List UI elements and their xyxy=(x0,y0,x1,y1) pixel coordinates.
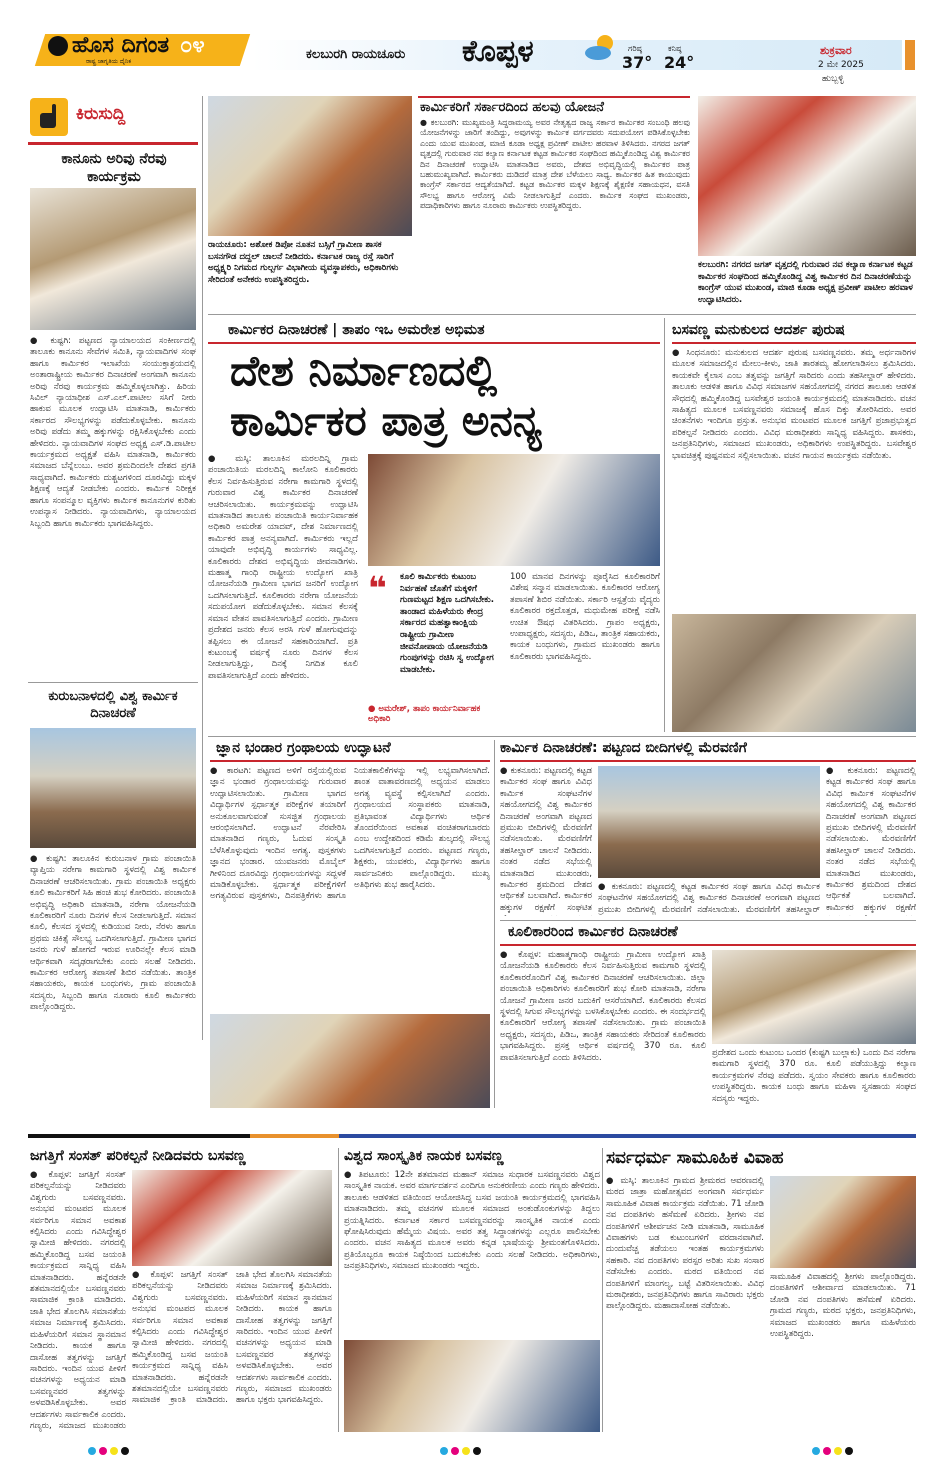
schemes-title: ಕಾರ್ಮಿಕರಿಗೆ ಸರ್ಕಾರದಿಂದ ಹಲವು ಯೋಜನೆ xyxy=(420,100,604,115)
library-title: ಜ್ಞಾನ ಭಂಡಾರ ಗ್ರಂಥಾಲಯ ಉದ್ಘಾಟನೆ xyxy=(216,740,391,756)
publish-place: ಹುಬ್ಬಳ್ಳಿ xyxy=(822,74,844,84)
lead-headline-1: ದೇಶ ನಿರ್ಮಾಣದಲ್ಲಿ xyxy=(230,346,498,395)
basavanna-body: ● ಸಿಂಧನೂರು: ಮನುಕುಲದ ಆದರ್ಶ ಪುರುಷ ಬಸವಣ್ಣನವರು. ತಮ್ಮ ಅರ್ಧನಾರಿಗಳ ಮೂಲಕ ಸಮಾಜದಲ್ಲಿನ ಮೇಲು-ಕೀಳು, ಜಾತಿ ತಾರತಮ್ಯ ಹೋಗಲಾಡಿಸಲು ಶ್ರಮಿಸಿದರು. ಕಾಯಕವೇ ಕೈಲಾಸ ಎಂಬ ತತ್ವವನ್ನು ಜಗತ್ತಿಗೆ ಸಾರಿದರು ಎಂದು ತಹಸೀಲ್ದಾರ್ ಹೇಳಿದರು. ತಾಲೂಕು ಆಡಳಿತ ಹಾಗೂ ವಿವಿಧ ಸಮಾಜಗಳ ಸಹಯೋಗದಲ್ಲಿ ನಗರದ ತಾಲೂಕು ಆಡಳಿತ ಸೌಧದಲ್ಲಿ ಹಮ್ಮಿಕೊಂಡಿದ್ದ ಬಸವೇಶ್ವರ ಜಯಂತಿ ಕಾರ್ಯಕ್ರಮದಲ್ಲಿ ಮಾತನಾಡಿದರು. ವಚನ ಸಾಹಿತ್ಯದ ಮೂಲಕ ಬಸವಣ್ಣನವರು ಸಮಾಜಕ್ಕೆ ಹೊಸ ದಿಕ್ಕು ತೋರಿಸಿದರು. ಅವರ ಚಿಂತನೆಗಳು ಇಂದಿಗೂ ಪ್ರಸ್ತುತ. ಅನುಭವ ಮಂಟಪದ ಮೂಲಕ ಜಗತ್ತಿಗೆ ಪ್ರಜಾಪ್ರಭುತ್ವದ ಪರಿಕಲ್ಪನೆ ನೀಡಿದರು ಎಂದರು. ವಿವಿಧ ಮಠಾಧೀಶರು ಸಾನ್ನಿಧ್ಯ ವಹಿಸಿದ್ದರು. ಶಾಸಕರು, ಜನಪ್ರತಿನಿಧಿಗಳು, ಸಮಾಜದ ಮುಖಂಡರು, ಅಧಿಕಾರಿಗಳು ಉಪಸ್ಥಿತರಿದ್ದರು. ಬಸವೇಶ್ವರ ಭಾವಚಿತ್ರಕ್ಕೆ ಪುಷ್ಪನಮನ ಸಲ್ಲಿಸಲಾಯಿತು. ವಚನ ಗಾಯನ ಕಾರ್ಯಕ್ರಮ ನಡೆಯಿತು. xyxy=(672,348,916,461)
brand-tagline: ರಾಷ್ಟ್ರ ಜಾಗೃತಿಯ ದೈನಿಕ xyxy=(86,58,132,65)
finger-icon xyxy=(30,98,68,136)
magenta-dot-icon xyxy=(451,1447,459,1455)
kirusuddi-rule xyxy=(28,142,198,145)
quote-byline: ● ಅಮರೇಶ್, ತಾಪಂ ಕಾರ್ಯನಿರ್ವಾಹಕ ಅಧಿಕಾರಿ xyxy=(368,704,481,724)
bus-caption: ರಾಯಚೂರು: ಅಶೋಕ ಡಿಪೋ ನೂತನ ಬಸ್ಸಿಗೆ ಗ್ರಾಮೀಣ ಶಾಸಕ ಬಸನಗೌಡ ದದ್ದಲ್ ಚಾಲನೆ ನೀಡಿದರು. ಕರ್ನಾಟಕ ರಾಜ್ಯ ರಸ್ತೆ ಸಾರಿಗೆ ಅಧ್ಯಕ್ಷ್ಯರಿ ನಿಗಮದ ಗುಲ್ಬರ್ಗ ವಿಭಾಗೀಯ ವ್ಯವಸ್ಥಾಪಕರು, ಅಧಿಕಾರಿಗಳು ಸೇರಿದಂತೆ ಅನೇಕರು ಉಪಸ್ಥಿತರಿದ್ದರು. xyxy=(208,240,399,285)
weather-icon xyxy=(583,32,619,62)
b2-photo xyxy=(344,1340,600,1432)
magenta-dot-icon xyxy=(99,1447,107,1455)
bottom-color-bar xyxy=(28,1134,916,1138)
basavanna-rule xyxy=(672,342,916,344)
black-dot-icon xyxy=(121,1447,129,1455)
b3-title: ಸರ್ವಧರ್ಮ ಸಾಮೂಹಿಕ ವಿವಾಹ xyxy=(606,1148,784,1168)
koolikarar-caption: ಪ್ರದೇಶದ ಒಂದು ಕುಟುಂಬ ಒಂದರ (ಕುಷ್ಟಗಿ ಬುಲ್ಲಾಕು) ಒಂದು ದಿನ ನರೇಗಾ ಕಾಮಗಾರಿ ಸ್ಥಳದಲ್ಲಿ 370 ರೂ. ಕೂಲಿ ಪಡೆಯುತ್ತಿದ್ದು ಕಲ್ಯಾಣ ಕಾರ್ಯಕ್ರಮಗಳ ನೆರವು ಪಡೆದರು. ಸ್ವಯಂ ಸೇವಕರು ಹಾಗೂ ಕೂಲಿಕಾರರು ಉಪಸ್ಥಿತರಿದ್ದರು. ಕಾಯಕ ಬಂಧು ಹಾಗೂ ಮಹಿಳಾ ಸ್ವಸಹಾಯ ಸಂಘದ ಸದಸ್ಯರು ಇದ್ದರು. xyxy=(712,1048,916,1104)
black-dot-icon xyxy=(473,1447,481,1455)
quote-mark-icon: ❝ xyxy=(368,569,387,607)
min-temp-label: ಕನಿಷ್ಠ xyxy=(668,44,682,53)
library-body: ● ಕಾರಟಗಿ: ಪಟ್ಟಣದ ಅಳಿಗೆ ರಸ್ತೆಯಲ್ಲಿರುವ ಜ್ಞಾನ ಭಂಡಾರ ಗ್ರಂಥಾಲಯವನ್ನು ಗುರುವಾರ ಉದ್ಘಾಟಿಸಲಾಯಿತು. ಗ್ರಾಮೀಣ ಭಾಗದ ವಿದ್ಯಾರ್ಥಿಗಳ ಸ್ಪರ್ಧಾತ್ಮಕ ಪರೀಕ್ಷೆಗಳ ತಯಾರಿಗೆ ಅನುಕೂಲವಾಗುವಂತೆ ಸುಸಜ್ಜಿತ ಗ್ರಂಥಾಲಯ ಆರಂಭಿಸಲಾಗಿದೆ. ಉದ್ಘಾಟನೆ ನೆರವೇರಿಸಿ ಮಾತನಾಡಿದ ಗಣ್ಯರು, ಓದುವ ಸಂಸ್ಕೃತಿ ಬೆಳೆಸಿಕೊಳ್ಳುವುದು ಇಂದಿನ ಅಗತ್ಯ. ಪುಸ್ತಕಗಳು ಜ್ಞಾನದ ಭಂಡಾರ. ಯುವಜನರು ಮೊಬೈಲ್ ಗೀಳಿನಿಂದ ದೂರವಿದ್ದು ಗ್ರಂಥಾಲಯಗಳನ್ನು ಸದ್ಬಳಕೆ ಮಾಡಿಕೊಳ್ಳಬೇಕು. ಸ್ಪರ್ಧಾತ್ಮಕ ಪರೀಕ್ಷೆಗಳಿಗೆ ಅಗತ್ಯವಿರುವ ಪುಸ್ತಕಗಳು, ದಿನಪತ್ರಿಕೆಗಳು ಹಾಗೂ ನಿಯತಕಾಲಿಕೆಗಳನ್ನು ಇಲ್ಲಿ ಲಭ್ಯವಾಗಿಸಲಾಗಿದೆ. ಶಾಂತ ವಾತಾವರಣದಲ್ಲಿ ಅಧ್ಯಯನ ಮಾಡಲು ಅಗತ್ಯ ವ್ಯವಸ್ಥೆ ಕಲ್ಪಿಸಲಾಗಿದೆ ಎಂದರು. ಗ್ರಂಥಾಲಯದ ಸಂಸ್ಥಾಪಕರು ಮಾತನಾಡಿ, ಪ್ರತಿಭಾವಂತ ವಿದ್ಯಾರ್ಥಿಗಳು ಆರ್ಥಿಕ ತೊಂದರೆಯಿಂದ ಅವಕಾಶ ವಂಚಿತರಾಗಬಾರದು ಎಂಬ ಉದ್ದೇಶದಿಂದ ಕಡಿಮೆ ಶುಲ್ಕದಲ್ಲಿ ಸೌಲಭ್ಯ ಒದಗಿಸಲಾಗುತ್ತಿದೆ ಎಂದರು. ಪಟ್ಟಣದ ಗಣ್ಯರು, ಶಿಕ್ಷಕರು, ಯುವಕರು, ವಿದ್ಯಾರ್ಥಿಗಳು ಹಾಗೂ ಸಾರ್ವಜನಿಕರು ಪಾಲ್ಗೊಂಡಿದ್ದರು. ಮುಖ್ಯ ಅತಿಥಿಗಳು ಶುಭ ಹಾರೈಸಿದರು. xyxy=(210,766,490,902)
brand-name: ಹೊಸ ದಿಗಂತ xyxy=(72,33,170,58)
page-number: ೦೪ xyxy=(180,33,205,58)
masthead xyxy=(0,0,945,92)
basavanna-photo xyxy=(672,614,916,732)
kirusuddi-header xyxy=(28,96,198,140)
column-divider-right xyxy=(664,318,665,732)
cyan-dot-icon xyxy=(88,1447,96,1455)
koolikarar-rule xyxy=(500,944,916,946)
b1-body-col2: ● ಕೊಪ್ಪಳ: ಜಗತ್ತಿಗೆ ಸಂಸತ್ ಪರಿಕಲ್ಪನೆಯನ್ನು ನೀಡಿದವರು ವಿಶ್ವಗುರು ಬಸವಣ್ಣನವರು. ಅನುಭವ ಮಂಟಪದ ಮೂಲಕ ಸರ್ವರಿಗೂ ಸಮಾನ ಅವಕಾಶ ಕಲ್ಪಿಸಿದರು ಎಂದು ಗವಿಸಿದ್ಧೇಶ್ವರ ಸ್ವಾಮೀಜಿ ಹೇಳಿದರು. ನಗರದಲ್ಲಿ ಹಮ್ಮಿಕೊಂಡಿದ್ದ ಬಸವ ಜಯಂತಿ ಕಾರ್ಯಕ್ರಮದ ಸಾನ್ನಿಧ್ಯ ವಹಿಸಿ ಮಾತನಾಡಿದರು. ಹನ್ನೆರಡನೇ ಶತಮಾನದಲ್ಲಿಯೇ ಬಸವಣ್ಣನವರು ಸಾಮಾಜಿಕ ಕ್ರಾಂತಿ ಮಾಡಿದರು. ಜಾತಿ ಭೇದ ತೊಲಗಿಸಿ ಸಮಾನತೆಯ ಸಮಾಜ ನಿರ್ಮಾಣಕ್ಕೆ ಶ್ರಮಿಸಿದರು. ಮಹಿಳೆಯರಿಗೆ ಸಮಾನ ಸ್ಥಾನಮಾನ ನೀಡಿದರು. ಕಾಯಕ ಹಾಗೂ ದಾಸೋಹ ತತ್ವಗಳನ್ನು ಜಗತ್ತಿಗೆ ಸಾರಿದರು. ಇಂದಿನ ಯುವ ಪೀಳಿಗೆ ವಚನಗಳನ್ನು ಅಧ್ಯಯನ ಮಾಡಿ ಬಸವಣ್ಣನವರ ತತ್ವಗಳನ್ನು ಅಳವಡಿಸಿಕೊಳ್ಳಬೇಕು. ಅವರ ಆದರ್ಶಗಳು ಸಾರ್ವಕಾಲಿಕ ಎಂದರು. ಗಣ್ಯರು, ಸಮಾಜದ ಮುಖಂಡರು ಹಾಗೂ ಭಕ್ತರು ಭಾಗವಹಿಸಿದ್ದರು. xyxy=(132,1270,332,1406)
cyan-dot-icon xyxy=(812,1447,820,1455)
b2-title: ವಿಶ್ವದ ಸಾಂಸ್ಕೃತಿಕ ನಾಯಕ ಬಸವಣ್ಣ xyxy=(344,1148,504,1164)
top-strip-divider xyxy=(208,314,916,315)
b3-caption: ಸಾಮೂಹಿಕ ವಿವಾಹದಲ್ಲಿ ಶ್ರೀಗಳು ಪಾಲ್ಗೊಂಡಿದ್ದರು. ದಂಪತಿಗಳಿಗೆ ಆಶೀರ್ವಾದ ಮಾಡಲಾಯಿತು. 71 ಜೋಡಿ ನವ ದಂಪತಿಗಳು ಹಸೆಮಣೆ ಏರಿದರು. ಗ್ರಾಮದ ಗಣ್ಯರು, ಮಠದ ಭಕ್ತರು, ಜನಪ್ರತಿನಿಧಿಗಳು, ಸಮಾಜದ ಮುಖಂಡರು ಹಾಗೂ ಮಹಿಳೆಯರು ಉಪಸ್ಥಿತರಿದ್ದರು. xyxy=(770,1272,916,1340)
b3-photo xyxy=(770,1176,916,1268)
magenta-dot-icon xyxy=(823,1447,831,1455)
masthead-cities: ಕಲಬುರಗಿ ರಾಯಚೂರು xyxy=(306,47,406,62)
yellow-dot-icon xyxy=(834,1447,842,1455)
lead-kicker-rule xyxy=(208,342,660,344)
kalaburagi-caption: ಕಲಬುರಗಿ: ನಗರದ ಜಗತ್ ವೃತ್ತದಲ್ಲಿ ಗುರುವಾರ ನವ ಕಲ್ಯಾಣ ಕರ್ನಾಟಕ ಕಟ್ಟಡ ಕಾರ್ಮಿಕರ ಸಂಘದಿಂದ ಹಮ್ಮಿಕೊಂಡಿದ್ದ ವಿಶ್ವ ಕಾರ್ಮಿಕರ ದಿನ ದಿನಾಚರಣೆಯನ್ನು ಕಾಂಗ್ರೆಸ್ ಯುವ ಮುಖಂಡ, ಮಾಜಿ ಕೂಡಾ ಅಧ್ಯಕ್ಷ ಪ್ರವೀಣ್ ಪಾಟೀಲ ಹರವಾಳ ಉದ್ಘಾಟಿಸಿದರು. xyxy=(698,260,913,305)
column-divider-left xyxy=(202,96,203,1040)
lead-headline-2: ಕಾರ್ಮಿಕರ ಪಾತ್ರ ಅನನ್ಯ xyxy=(230,396,542,445)
library-photo xyxy=(210,1014,490,1108)
masthead-right-bar xyxy=(905,40,915,70)
procession-title: ಕಾರ್ಮಿಕ ದಿನಾಚರಣೆ: ಪಟ್ಟಣದ ಬೀದಿಗಳಲ್ಲಿ ಮೆರವಣಿಗೆ xyxy=(500,740,747,756)
procession-body-1: ● ಕುಕನೂರು: ಪಟ್ಟಣದಲ್ಲಿ ಕಟ್ಟಡ ಕಾರ್ಮಿಕರ ಸಂಘ ಹಾಗೂ ವಿವಿಧ ಕಾರ್ಮಿಕ ಸಂಘಟನೆಗಳ ಸಹಯೋಗದಲ್ಲಿ ವಿಶ್ವ ಕಾರ್ಮಿಕರ ದಿನಾಚರಣೆ ಅಂಗವಾಗಿ ಪಟ್ಟಣದ ಪ್ರಮುಖ ಬೀದಿಗಳಲ್ಲಿ ಮೆರವಣಿಗೆ ನಡೆಸಲಾಯಿತು. ಮೆರವಣಿಗೆಗೆ ತಹಸೀಲ್ದಾರ್ ಚಾಲನೆ ನೀಡಿದರು. ನಂತರ ನಡೆದ ಸಭೆಯಲ್ಲಿ ಮಾತನಾಡಿದ ಮುಖಂಡರು, ಕಾರ್ಮಿಕರ ಶ್ರಮದಿಂದ ದೇಶದ ಆರ್ಥಿಕತೆ ಬಲವಾಗಿದೆ. ಕಾರ್ಮಿಕರ ಹಕ್ಕುಗಳ ರಕ್ಷಣೆಗೆ ಸಂಘಟಿತ xyxy=(500,766,592,913)
story1-body: ● ಕುಷ್ಟಗಿ: ಪಟ್ಟಣದ ನ್ಯಾಯಾಲಯದ ಸಂಕೀರ್ಣದಲ್ಲಿ ತಾಲೂಕು ಕಾನೂನು ಸೇವೆಗಳ ಸಮಿತಿ, ನ್ಯಾಯವಾದಿಗಳ ಸಂಘ ಹಾಗೂ ಕಾರ್ಮಿಕರ ಇಲಾಖೆಯ ಸಂಯುಕ್ತಾಶ್ರಯದಲ್ಲಿ ಅಂತಾರಾಷ್ಟ್ರೀಯ ಕಾರ್ಮಿಕರ ದಿನಾಚರಣೆ ಅಂಗವಾಗಿ ಕಾನೂನು ಅರಿವು ನೆರವು ಕಾರ್ಯಕ್ರಮ ಹಮ್ಮಿಕೊಳ್ಳಲಾಗಿತ್ತು. ಹಿರಿಯ ಸಿವಿಲ್ ನ್ಯಾಯಾಧೀಶ ಎಸ್.ಎಲ್.ಪಾಟೀಲ ಸಸಿಗೆ ನೀರು ಹಾಕುವ ಮೂಲಕ ಉದ್ಘಾಟಿಸಿ ಮಾತನಾಡಿ, ಕಾರ್ಮಿಕರು ಸರ್ಕಾರದ ಸೌಲಭ್ಯಗಳನ್ನು ಪಡೆದುಕೊಳ್ಳಬೇಕು. ಕಾನೂನು ಅರಿವು ಪಡೆದು ತಮ್ಮ ಹಕ್ಕುಗಳನ್ನು ರಕ್ಷಿಸಿಕೊಳ್ಳಬೇಕು ಎಂದು ಹೇಳಿದರು. ನ್ಯಾಯವಾದಿಗಳ ಸಂಘದ ಅಧ್ಯಕ್ಷ ಎಸ್.ಡಿ.ಪಾಟೀಲ ಕಾರ್ಯಕ್ರಮದ ಅಧ್ಯಕ್ಷತೆ ವಹಿಸಿ ಮಾತನಾಡಿ, ಕಾರ್ಮಿಕರು ಸಮಾಜದ ಬೆನ್ನೆಲುಬು. ಅವರ ಶ್ರಮದಿಂದಲೇ ದೇಶದ ಪ್ರಗತಿ ಸಾಧ್ಯವಾಗಿದೆ. ಕಾರ್ಮಿಕರು ದುಶ್ಚಟಗಳಿಂದ ದೂರವಿದ್ದು ಮಕ್ಕಳ ಶಿಕ್ಷಣಕ್ಕೆ ಆದ್ಯತೆ ನೀಡಬೇಕು ಎಂದರು. ಕಾರ್ಮಿಕ ನಿರೀಕ್ಷಕ ಹಾಗೂ ಸಂಪನ್ಮೂಲ ವ್ಯಕ್ತಿಗಳು ಕಾರ್ಮಿಕ ಕಾನೂನುಗಳ ಕುರಿತು ಉಪನ್ಯಾಸ ನೀಡಿದರು. ನ್ಯಾಯವಾದಿಗಳು, ನ್ಯಾಯಾಲಯದ ಸಿಬ್ಬಂದಿ ಹಾಗೂ ಕಾರ್ಮಿಕರು ಭಾಗವಹಿಸಿದ್ದರು. xyxy=(30,336,196,529)
library-rule xyxy=(210,760,490,762)
procession-body-3: ● ಕುಕನೂರು: ಪಟ್ಟಣದಲ್ಲಿ ಕಟ್ಟಡ ಕಾರ್ಮಿಕರ ಸಂಘ ಹಾಗೂ ವಿವಿಧ ಕಾರ್ಮಿಕ ಸಂಘಟನೆಗಳ ಸಹಯೋಗದಲ್ಲಿ ವಿಶ್ವ ಕಾರ್ಮಿಕರ ದಿನಾಚರಣೆ ಅಂಗವಾಗಿ ಪಟ್ಟಣದ ಪ್ರಮುಖ ಬೀದಿಗಳಲ್ಲಿ ಮೆರವಣಿಗೆ ನಡೆಸಲಾಯಿತು. ಮೆರವಣಿಗೆಗೆ ತಹಸೀಲ್ದಾರ್ ಚಾಲನೆ ನೀಡಿದರು. ನಂತರ ನಡೆದ ಸಭೆಯಲ್ಲಿ ಮಾತನಾಡಿದ ಮುಖಂಡರು, ಕಾರ್ಮಿಕರ ಶ್ರಮದಿಂದ ದೇಶದ ಆರ್ಥಿಕತೆ ಬಲವಾಗಿದೆ. ಕಾರ್ಮಿಕರ ಹಕ್ಕುಗಳ ರಕ್ಷಣೆಗೆ xyxy=(826,766,916,913)
procession-rule xyxy=(500,760,916,762)
story2-body: ● ಕುಷ್ಟಗಿ: ತಾಲೂಕಿನ ಕುರುಬನಾಳ ಗ್ರಾಮ ಪಂಚಾಯಿತಿ ವ್ಯಾಪ್ತಿಯ ನರೇಗಾ ಕಾಮಗಾರಿ ಸ್ಥಳದಲ್ಲಿ ವಿಶ್ವ ಕಾರ್ಮಿಕ ದಿನಾಚರಣೆ ಆಚರಿಸಲಾಯಿತು. ಗ್ರಾಮ ಪಂಚಾಯಿತಿ ಅಧ್ಯಕ್ಷರು ಕೂಲಿ ಕಾರ್ಮಿಕರಿಗೆ ಸಿಹಿ ಹಂಚಿ ಶುಭ ಕೋರಿದರು. ಪಂಚಾಯಿತಿ ಅಭಿವೃದ್ಧಿ ಅಧಿಕಾರಿ ಮಾತನಾಡಿ, ನರೇಗಾ ಯೋಜನೆಯಡಿ ಕೂಲಿಕಾರರಿಗೆ ನೂರು ದಿನಗಳ ಕೆಲಸ ನೀಡಲಾಗುತ್ತಿದೆ. ಸಮಾನ ಕೂಲಿ, ಕೆಲಸದ ಸ್ಥಳದಲ್ಲಿ ಕುಡಿಯುವ ನೀರು, ನೆರಳು ಹಾಗೂ ಪ್ರಥಮ ಚಿಕಿತ್ಸೆ ಸೌಲಭ್ಯ ಒದಗಿಸಲಾಗುತ್ತಿದೆ. ಗ್ರಾಮೀಣ ಭಾಗದ ಜನರು ಗುಳೆ ಹೋಗದೆ ಇರುವ ಊರಿನಲ್ಲೇ ಕೆಲಸ ಮಾಡಿ ಆರ್ಥಿಕವಾಗಿ ಸದೃಢರಾಗಬೇಕು ಎಂದು ಸಲಹೆ ನೀಡಿದರು. ಕಾರ್ಮಿಕರ ಆರೋಗ್ಯ ತಪಾಸಣೆ ಶಿಬಿರ ನಡೆಯಿತು. ತಾಂತ್ರಿಕ ಸಹಾಯಕರು, ಕಾಯಕ ಬಂಧುಗಳು, ಗ್ರಾಮ ಪಂಚಾಯಿತಿ ಸದಸ್ಯರು, ಸಿಬ್ಬಂದಿ ಹಾಗೂ ನೂರಾರು ಕೂಲಿ ಕಾರ್ಮಿಕರು ಪಾಲ್ಗೊಂಡಿದ್ದರು. xyxy=(30,854,196,1013)
bottom-divider-2 xyxy=(602,1148,603,1432)
basavanna-title: ಬಸವಣ್ಣ ಮನುಕುಲದ ಆದರ್ಶ ಪುರುಷ xyxy=(672,322,845,338)
cyan-dot-icon xyxy=(440,1447,448,1455)
b1-body-col1: ● ಕೊಪ್ಪಳ: ಜಗತ್ತಿಗೆ ಸಂಸತ್ ಪರಿಕಲ್ಪನೆಯನ್ನು ನೀಡಿದವರು ವಿಶ್ವಗುರು ಬಸವಣ್ಣನವರು. ಅನುಭವ ಮಂಟಪದ ಮೂಲಕ ಸರ್ವರಿಗೂ ಸಮಾನ ಅವಕಾಶ ಕಲ್ಪಿಸಿದರು ಎಂದು ಗವಿಸಿದ್ಧೇಶ್ವರ ಸ್ವಾಮೀಜಿ ಹೇಳಿದರು. ನಗರದಲ್ಲಿ ಹಮ್ಮಿಕೊಂಡಿದ್ದ ಬಸವ ಜಯಂತಿ ಕಾರ್ಯಕ್ರಮದ ಸಾನ್ನಿಧ್ಯ ವಹಿಸಿ ಮಾತನಾಡಿದರು. ಹನ್ನೆರಡನೇ ಶತಮಾನದಲ್ಲಿಯೇ ಬಸವಣ್ಣನವರು ಸಾಮಾಜಿಕ ಕ್ರಾಂತಿ ಮಾಡಿದರು. ಜಾತಿ ಭೇದ ತೊಲಗಿಸಿ ಸಮಾನತೆಯ ಸಮಾಜ ನಿರ್ಮಾಣಕ್ಕೆ ಶ್ರಮಿಸಿದರು. ಮಹಿಳೆಯರಿಗೆ ಸಮಾನ ಸ್ಥಾನಮಾನ ನೀಡಿದರು. ಕಾಯಕ ಹಾಗೂ ದಾಸೋಹ ತತ್ವಗಳನ್ನು ಜಗತ್ತಿಗೆ ಸಾರಿದರು. ಇಂದಿನ ಯುವ ಪೀಳಿಗೆ ವಚನಗಳನ್ನು ಅಧ್ಯಯನ ಮಾಡಿ ಬಸವಣ್ಣನವರ ತತ್ವಗಳನ್ನು ಅಳವಡಿಸಿಕೊಳ್ಳಬೇಕು. ಅವರ ಆದರ್ಶಗಳು ಸಾರ್ವಕಾಲಿಕ ಎಂದರು. ಗಣ್ಯರು, ಸಮಾಜದ ಮುಖಂಡರು xyxy=(30,1170,126,1431)
lead-body-left: ● ಮಸ್ಕಿ: ತಾಲೂಕಿನ ಮರಲದಿನ್ನಿ ಗ್ರಾಮ ಪಂಚಾಯಿತಿಯ ಮರಲದಿನ್ನಿ ಕಾಲೋನಿ ಕೂಲಿಕಾರರು ಕೆಲಸ ನಿರ್ವಹಿಸುತ್ತಿರುವ ನರೇಗಾ ಕಾಮಗಾರಿ ಸ್ಥಳದಲ್ಲಿ ಗುರುವಾರ ವಿಶ್ವ ಕಾರ್ಮಿಕರ ದಿನಾಚರಣೆ ಆಚರಿಸಲಾಯಿತು. ಕಾರ್ಯಕ್ರಮವನ್ನು ಉದ್ಘಾಟಿಸಿ ಮಾತನಾಡಿದ ತಾಲೂಕು ಪಂಚಾಯಿತಿ ಕಾರ್ಯನಿರ್ವಾಹಕ ಅಧಿಕಾರಿ ಅಮರೇಶ ಯಾದವ್, ದೇಶ ನಿರ್ಮಾಣದಲ್ಲಿ ಕಾರ್ಮಿಕರ ಪಾತ್ರ ಅನನ್ಯವಾಗಿದೆ. ಕಾರ್ಮಿಕರು ಇಲ್ಲದೆ ಯಾವುದೇ ಅಭಿವೃದ್ಧಿ ಕಾರ್ಯಗಳು ಸಾಧ್ಯವಿಲ್ಲ. ಕೂಲಿಕಾರರು ದೇಶದ ಅಭಿವೃದ್ಧಿಯ ಜೀವನಾಡಿಗಳು. ಮಹಾತ್ಮ ಗಾಂಧಿ ರಾಷ್ಟ್ರೀಯ ಉದ್ಯೋಗ ಖಾತ್ರಿ ಯೋಜನೆಯಡಿ ಗ್ರಾಮೀಣ ಭಾಗದ ಜನರಿಗೆ ಉದ್ಯೋಗ ಒದಗಿಸಲಾಗುತ್ತಿದೆ. ಕೂಲಿಕಾರರು ನರೇಗಾ ಯೋಜನೆಯ ಸದುಪಯೋಗ ಪಡೆದುಕೊಳ್ಳಬೇಕು. ಸಮಾನ ಕೆಲಸಕ್ಕೆ ಸಮಾನ ವೇತನ ಪಾವತಿಸಲಾಗುತ್ತಿದೆ ಎಂದರು. ಗ್ರಾಮೀಣ ಪ್ರದೇಶದ ಜನರು ಕೆಲಸ ಅರಸಿ ಗುಳೆ ಹೋಗುವುದನ್ನು ತಪ್ಪಿಸಲು ಈ ಯೋಜನೆ ಸಹಕಾರಿಯಾಗಿದೆ. ಪ್ರತಿ ಕುಟುಂಬಕ್ಕೆ ವರ್ಷಕ್ಕೆ ನೂರು ದಿನಗಳ ಕೆಲಸ ನೀಡಲಾಗುತ್ತಿದ್ದು, ದಿನಕ್ಕೆ ನಿಗದಿತ ಕೂಲಿ ಪಾವತಿಸಲಾಗುತ್ತಿದೆ ಎಂದು ಹೇಳಿದರು. xyxy=(208,454,358,681)
procession-divider xyxy=(500,920,916,921)
b1-title: ಜಗತ್ತಿಗೆ ಸಂಸತ್ ಪರಿಕಲ್ಪನೆ ನೀಡಿದವರು ಬಸವಣ್ಣ xyxy=(30,1148,246,1164)
story1-title: ಕಾನೂನು ಅರಿವು ನೆರವು ಕಾರ್ಯಕ್ರಮ xyxy=(61,151,167,185)
procession-body-2: ● ಕುಕನೂರು: ಪಟ್ಟಣದಲ್ಲಿ ಕಟ್ಟಡ ಕಾರ್ಮಿಕರ ಸಂಘ ಹಾಗೂ ವಿವಿಧ ಕಾರ್ಮಿಕ ಸಂಘಟನೆಗಳ ಸಹಯೋಗದಲ್ಲಿ ವಿಶ್ವ ಕಾರ್ಮಿಕರ ದಿನಾಚರಣೆ ಅಂಗವಾಗಿ ಪಟ್ಟಣದ ಪ್ರಮುಖ ಬೀದಿಗಳಲ್ಲಿ ಮೆರವಣಿಗೆ ನಡೆಸಲಾಯಿತು. ಮೆರವಣಿಗೆಗೆ ತಹಸೀಲ್ದಾರ್ xyxy=(598,882,820,915)
edition-name: ಕೊಪ್ಪಳ xyxy=(462,34,534,69)
lead-story xyxy=(208,318,660,732)
lead-quote: ಕೂಲಿ ಕಾರ್ಮಿಕರು ಕುಟುಂಬ ನಿರ್ವಹಣೆ ಜೊತೆಗೆ ಮಕ್ಕಳಿಗೆ ಗುಣಮಟ್ಟದ ಶಿಕ್ಷಣ ಒದಗಿಸಬೇಕು. ತಾಂಡಾದ ಮಹಿಳೆಯರು ಕೇಂದ್ರ ಸರ್ಕಾರದ ಮಹತ್ವಾಕಾಂಕ್ಷಿಯ ರಾಷ್ಟ್ರೀಯ ಗ್ರಾಮೀಣ ಜೀವನೋಪಾಯ ಯೋಜನೆಯಡಿ ಗುಂಪುಗಳನ್ನು ರಚಿಸಿ ಸ್ವ ಉದ್ಯೋಗ ಮಾಡಬೇಕು. xyxy=(400,572,495,675)
yellow-dot-icon xyxy=(110,1447,118,1455)
koolikarar-title: ಕೂಲಿಕಾರರಿಂದ ಕಾರ್ಮಿಕರ ದಿನಾಚರಣೆ xyxy=(508,924,678,940)
black-dot-icon xyxy=(845,1447,853,1455)
koolikarar-body: ● ಕೊಪ್ಪಳ: ಮಹಾತ್ಮಗಾಂಧಿ ರಾಷ್ಟ್ರೀಯ ಗ್ರಾಮೀಣ ಉದ್ಯೋಗ ಖಾತ್ರಿ ಯೋಜನೆಯಡಿ ಕೂಲಿಕಾರರು ಕೆಲಸ ನಿರ್ವಹಿಸುತ್ತಿರುವ ಕಾಮಗಾರಿ ಸ್ಥಳದಲ್ಲಿ ಕೂಲಿಕಾರರೊಂದಿಗೆ ವಿಶ್ವ ಕಾರ್ಮಿಕರ ದಿನಾಚರಣೆ ಆಚರಿಸಲಾಯಿತು. ಜಿಲ್ಲಾ ಪಂಚಾಯಿತಿ ಅಧಿಕಾರಿಗಳು ಕೂಲಿಕಾರರಿಗೆ ಶುಭ ಕೋರಿ ಮಾತನಾಡಿ, ನರೇಗಾ ಯೋಜನೆ ಗ್ರಾಮೀಣ ಜನರ ಬದುಕಿಗೆ ಆಸರೆಯಾಗಿದೆ. ಕೂಲಿಕಾರರು ಕೆಲಸದ ಸ್ಥಳದಲ್ಲಿ ಸಿಗುವ ಸೌಲಭ್ಯಗಳನ್ನು ಬಳಸಿಕೊಳ್ಳಬೇಕು ಎಂದರು. ಈ ಸಂದರ್ಭದಲ್ಲಿ ಕೂಲಿಕಾರರಿಗೆ ಆರೋಗ್ಯ ತಪಾಸಣೆ ನಡೆಸಲಾಯಿತು. ಗ್ರಾಮ ಪಂಚಾಯಿತಿ ಅಧ್ಯಕ್ಷರು, ಸದಸ್ಯರು, ಪಿಡಿಒ, ತಾಂತ್ರಿಕ ಸಹಾಯಕರು ಸೇರಿದಂತೆ ಕೂಲಿಕಾರರು ಭಾಗವಹಿಸಿದ್ದರು. ಪ್ರಸಕ್ತ ಆರ್ಥಿಕ ವರ್ಷದಲ್ಲಿ 370 ರೂ. ಕೂಲಿ ಪಾವತಿಸಲಾಗುತ್ತಿದೆ ಎಂದು ತಿಳಿಸಿದರು. xyxy=(500,950,706,1063)
column-divider-mid xyxy=(494,740,495,1108)
b1-photo xyxy=(132,1170,332,1266)
max-temp-label: ಗರಿಷ್ಠ xyxy=(628,44,642,53)
max-temp: 37° xyxy=(622,53,653,72)
story2-photo xyxy=(30,728,196,848)
kirusuddi-label: ಕಿರುಸುದ್ದಿ xyxy=(76,104,126,124)
b3-body: ● ಮಸ್ಕಿ: ತಾಲೂಕಿನ ಗ್ರಾಮದ ಶ್ರೀಮಠದ ಆವರಣದಲ್ಲಿ ಮಠದ ಜಾತ್ರಾ ಮಹೋತ್ಸವದ ಅಂಗವಾಗಿ ಸರ್ವಧರ್ಮ ಸಾಮೂಹಿಕ ವಿವಾಹ ಕಾರ್ಯಕ್ರಮ ನಡೆಯಿತು. 71 ಜೋಡಿ ನವ ದಂಪತಿಗಳು ಹಸೆಮಣೆ ಏರಿದರು. ಶ್ರೀಗಳು ನವ ದಂಪತಿಗಳಿಗೆ ಆಶೀರ್ವಚನ ನೀಡಿ ಮಾತನಾಡಿ, ಸಾಮೂಹಿಕ ವಿವಾಹಗಳು ಬಡ ಕುಟುಂಬಗಳಿಗೆ ವರದಾನವಾಗಿವೆ. ದುಂದುವೆಚ್ಚ ತಡೆಯಲು ಇಂತಹ ಕಾರ್ಯಕ್ರಮಗಳು ಸಹಕಾರಿ. ನವ ದಂಪತಿಗಳು ಪರಸ್ಪರ ಅರಿತು ಸುಖ ಸಂಸಾರ ನಡೆಸಬೇಕು ಎಂದರು. ಮಠದ ವತಿಯಿಂದ ನವ ದಂಪತಿಗಳಿಗೆ ಮಾಂಗಲ್ಯ, ಬಟ್ಟೆ ವಿತರಿಸಲಾಯಿತು. ವಿವಿಧ ಮಠಾಧೀಶರು, ಜನಪ್ರತಿನಿಧಿಗಳು ಹಾಗೂ ಸಾವಿರಾರು ಭಕ್ತರು ಪಾಲ್ಗೊಂಡಿದ್ದರು. ಮಹಾದಾಸೋಹ ನಡೆಯಿತು. xyxy=(606,1176,764,1312)
procession-photo xyxy=(598,766,820,878)
lead-body-right: 100 ಮಾನವ ದಿನಗಳನ್ನು ಪೂರೈಸಿದ ಕೂಲಿಕಾರರಿಗೆ ವಿಶೇಷ ಸನ್ಮಾನ ಮಾಡಲಾಯಿತು. ಕೂಲಿಕಾರರ ಆರೋಗ್ಯ ತಪಾಸಣೆ ಶಿಬಿರ ನಡೆಯಿತು. ಸರ್ಕಾರಿ ಆಸ್ಪತ್ರೆಯ ವೈದ್ಯರು ಕೂಲಿಕಾರರ ರಕ್ತದೊತ್ತಡ, ಮಧುಮೇಹ ಪರೀಕ್ಷೆ ನಡೆಸಿ ಉಚಿತ ಔಷಧ ವಿತರಿಸಿದರು. ಗ್ರಾಪಂ ಅಧ್ಯಕ್ಷರು, ಉಪಾಧ್ಯಕ್ಷರು, ಸದಸ್ಯರು, ಪಿಡಿಒ, ತಾಂತ್ರಿಕ ಸಹಾಯಕರು, ಕಾಯಕ ಬಂಧುಗಳು, ಗ್ರಾಮದ ಮುಖಂಡರು ಹಾಗೂ ಕೂಲಿಕಾರರು ಭಾಗವಹಿಸಿದ್ದರು. xyxy=(510,572,660,662)
kirusuddi-column xyxy=(28,96,198,1040)
brand-logo-icon xyxy=(48,36,68,56)
min-temp: 24° xyxy=(664,53,695,72)
registration-dots-right xyxy=(812,1440,856,1459)
schemes-body: ● ಕಲಬುರಗಿ: ಮುಖ್ಯಮಂತ್ರಿ ಸಿದ್ದರಾಮಯ್ಯ ಅವರ ನೇತೃತ್ವದ ರಾಜ್ಯ ಸರ್ಕಾರ ಕಾರ್ಮಿಕರ ಸಂಬಂಧಿ ಹಲವು ಯೋಜನೆಗಳನ್ನು ಜಾರಿಗೆ ತಂದಿದ್ದು, ಅವುಗಳನ್ನು ಕಾರ್ಮಿಕ ವರ್ಗದವರು ಸದುಪಯೋಗ ಪಡಿಸಿಕೊಳ್ಳಬೇಕು ಎಂದು ಯುವ ಮುಖಂಡ, ಮಾಜಿ ಕೂಡಾ ಅಧ್ಯಕ್ಷ ಪ್ರವೀಣ್ ಪಾಟೀಲ ಹರವಾಳ ತಿಳಿಸಿದರು. ನಗರದ ಜಗತ್ ವೃತ್ತದಲ್ಲಿ ಗುರುವಾರ ನವ ಕಲ್ಯಾಣ ಕರ್ನಾಟಕ ಕಟ್ಟಡ ಕಾರ್ಮಿಕರ ಸಂಘದಿಂದ ಹಮ್ಮಿಕೊಂಡಿದ್ದ ವಿಶ್ವ ಕಾರ್ಮಿಕರ ದಿನ ದಿನಾಚರಣೆ ಉದ್ಘಾಟಿಸಿ ಮಾತನಾಡಿದ ಅವರು, ದೇಶದ ಅಭಿವೃದ್ಧಿಯಲ್ಲಿ ಕಾರ್ಮಿಕರ ಪಾತ್ರ ಬಹುಮುಖ್ಯವಾಗಿದೆ. ಕಾರ್ಮಿಕರು ದುಡಿದರೆ ಮಾತ್ರ ದೇಶ ಬೆಳೆಯಲು ಸಾಧ್ಯ. ಕಾರ್ಮಿಕರ ಹಿತ ಕಾಯುವುದು ಕಾಂಗ್ರೆಸ್ ಸರ್ಕಾರದ ಆದ್ಯತೆಯಾಗಿದೆ. ಕಟ್ಟಡ ಕಾರ್ಮಿಕರ ಮಕ್ಕಳ ಶಿಕ್ಷಣಕ್ಕೆ ಶೈಕ್ಷಣಿಕ ಸಹಾಯಧನ, ವಸತಿ ಸೌಲಭ್ಯ ಹಾಗೂ ಆರೋಗ್ಯ ವಿಮೆ ನೀಡಲಾಗುತ್ತಿದೆ ಎಂದರು. ಕಾರ್ಮಿಕ ಸಂಘದ ಮುಖಂಡರು, ಪದಾಧಿಕಾರಿಗಳು ಹಾಗೂ ನೂರಾರು ಕಾರ್ಮಿಕರು ಉಪಸ್ಥಿತರಿದ್ದರು. xyxy=(420,118,690,211)
registration-dots-center xyxy=(440,1440,484,1459)
mid-divider xyxy=(208,736,916,737)
story1-photo xyxy=(30,188,196,330)
kalaburagi-photo xyxy=(698,96,916,256)
b2-body: ● ತಿಪಟೂರು: 12ನೇ ಶತಮಾನದ ಮಹಾನ್ ಸಮಾಜ ಸುಧಾರಕ ಬಸವಣ್ಣನವರು ವಿಶ್ವದ ಸಾಂಸ್ಕೃತಿಕ ನಾಯಕ. ಅವರ ಮಾರ್ಗದರ್ಶನ ಎಂದಿಗೂ ಅನುಕರಣೀಯ ಎಂದು ಗಣ್ಯರು ಹೇಳಿದರು. ತಾಲೂಕು ಆಡಳಿತದ ವತಿಯಿಂದ ಆಯೋಜಿಸಿದ್ದ ಬಸವ ಜಯಂತಿ ಕಾರ್ಯಕ್ರಮದಲ್ಲಿ ಭಾಗವಹಿಸಿ ಮಾತನಾಡಿದರು. ತಮ್ಮ ವಚನಗಳ ಮೂಲಕ ಸಮಾಜದ ಅಂಕುಡೊಂಕುಗಳನ್ನು ತಿದ್ದಲು ಪ್ರಯತ್ನಿಸಿದರು. ಕರ್ನಾಟಕ ಸರ್ಕಾರ ಬಸವಣ್ಣನವರನ್ನು ಸಾಂಸ್ಕೃತಿಕ ನಾಯಕ ಎಂದು ಘೋಷಿಸಿರುವುದು ಹೆಮ್ಮೆಯ ವಿಷಯ. ಅವರ ತತ್ವ ಸಿದ್ಧಾಂತಗಳನ್ನು ಎಲ್ಲರೂ ಪಾಲಿಸಬೇಕು ಎಂದರು. ವಚನ ಸಾಹಿತ್ಯದ ಮೂಲಕ ಅವರು ಕನ್ನಡ ಭಾಷೆಯನ್ನು ಶ್ರೀಮಂತಗೊಳಿಸಿದರು. ಪ್ರತಿಯೊಬ್ಬರೂ ಕಾಯಕ ನಿಷ್ಠೆಯಿಂದ ಬದುಕಬೇಕು ಎಂದು ಸಲಹೆ ನೀಡಿದರು. ಅಧಿಕಾರಿಗಳು, ಜನಪ್ರತಿನಿಧಿಗಳು, ಸಮಾಜದ ಮುಖಂಡರು ಇದ್ದರು. xyxy=(344,1170,600,1272)
koolikarar-photo xyxy=(712,950,916,1044)
story2-title: ಕುರುಬನಾಳದಲ್ಲಿ ವಿಶ್ವ ಕಾರ್ಮಿಕ ದಿನಾಚರಣೆ xyxy=(48,689,178,721)
yellow-dot-icon xyxy=(462,1447,470,1455)
weekday: ಶುಕ್ರವಾರ xyxy=(820,44,852,57)
lead-kicker: ಕಾರ್ಮಿಕರ ದಿನಾಚರಣೆ | ತಾಪಂ ಇಒ ಅಮರೇಶ ಅಭಿಮತ xyxy=(228,322,485,338)
bus-photo xyxy=(208,96,412,236)
mid-title-rule xyxy=(418,96,690,98)
lead-photo xyxy=(368,454,660,566)
kirusuddi-divider xyxy=(28,682,198,683)
issue-date: 2 ಮೇ 2025 xyxy=(818,60,864,70)
registration-dots-left xyxy=(88,1440,132,1459)
bottom-divider-1 xyxy=(338,1148,339,1432)
